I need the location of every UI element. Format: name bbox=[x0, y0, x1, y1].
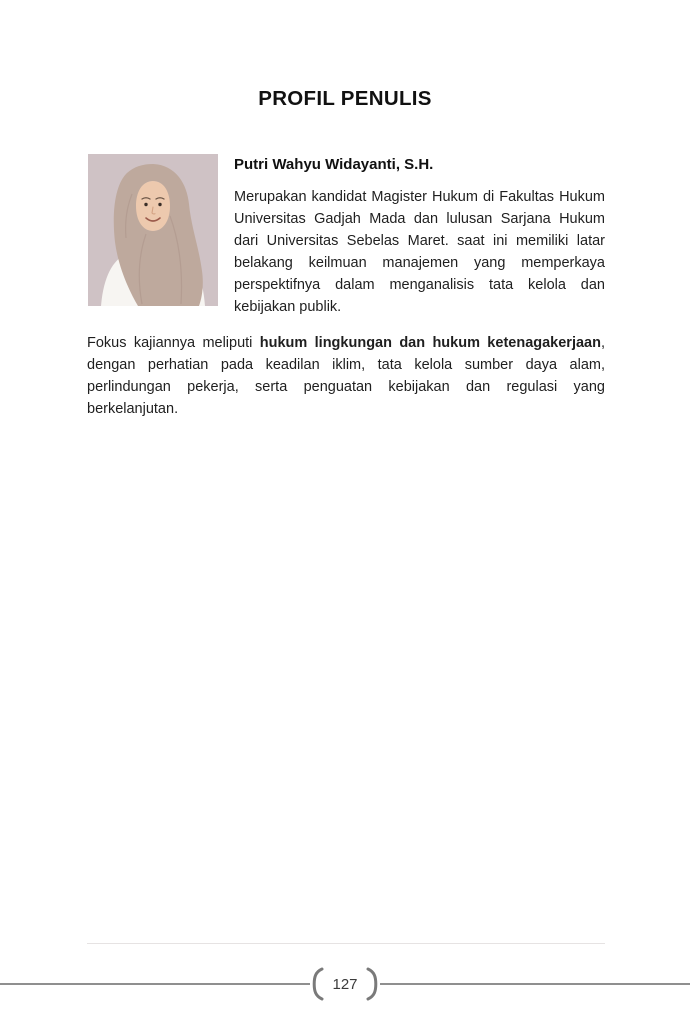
focus-text-bold: hukum lingkungan dan hukum ketenagakerjaan bbox=[259, 335, 601, 351]
footer-divider-line bbox=[87, 943, 605, 944]
page-number-bracket-right-icon bbox=[366, 965, 379, 1003]
author-photo bbox=[88, 154, 218, 306]
page-title: PROFIL PENULIS bbox=[258, 87, 432, 110]
author-profile-text bbox=[234, 154, 605, 318]
author-name: Putri Wahyu Widayanti, S.H. bbox=[234, 156, 434, 173]
focus-text-prefix: Fokus kajiannya meliputi bbox=[87, 335, 260, 351]
footer-rule-right bbox=[380, 983, 690, 985]
author-bio-paragraph: Merupakan kandidat Magister Hukum di Fakultas Hukum Universitas Gadjah Mada dan lulusan Sarjana Hukum dari Universitas Sebelas Maret. saat ini memiliki latar belakang keilmuan manajemen yang memperkaya perspektifnya dalam menganalisis tata kelola dan kebijakan publik. bbox=[234, 189, 605, 315]
footer-rule-left bbox=[0, 983, 310, 985]
page-number-bracket-left-icon bbox=[311, 965, 324, 1003]
author-profile-section bbox=[88, 154, 605, 318]
portrait-woman-hijab-illustration bbox=[88, 154, 218, 306]
page-number: 127 bbox=[332, 975, 358, 993]
page-number-footer bbox=[0, 965, 690, 1003]
focus-paragraph bbox=[87, 332, 605, 420]
focus-text-suffix: , dengan perhatian pada keadilan iklim, tata kelola sumber daya alam, perlindungan pekerja, serta penguatan kebijakan dan regulasi yang berkelanjutan. bbox=[87, 335, 605, 417]
